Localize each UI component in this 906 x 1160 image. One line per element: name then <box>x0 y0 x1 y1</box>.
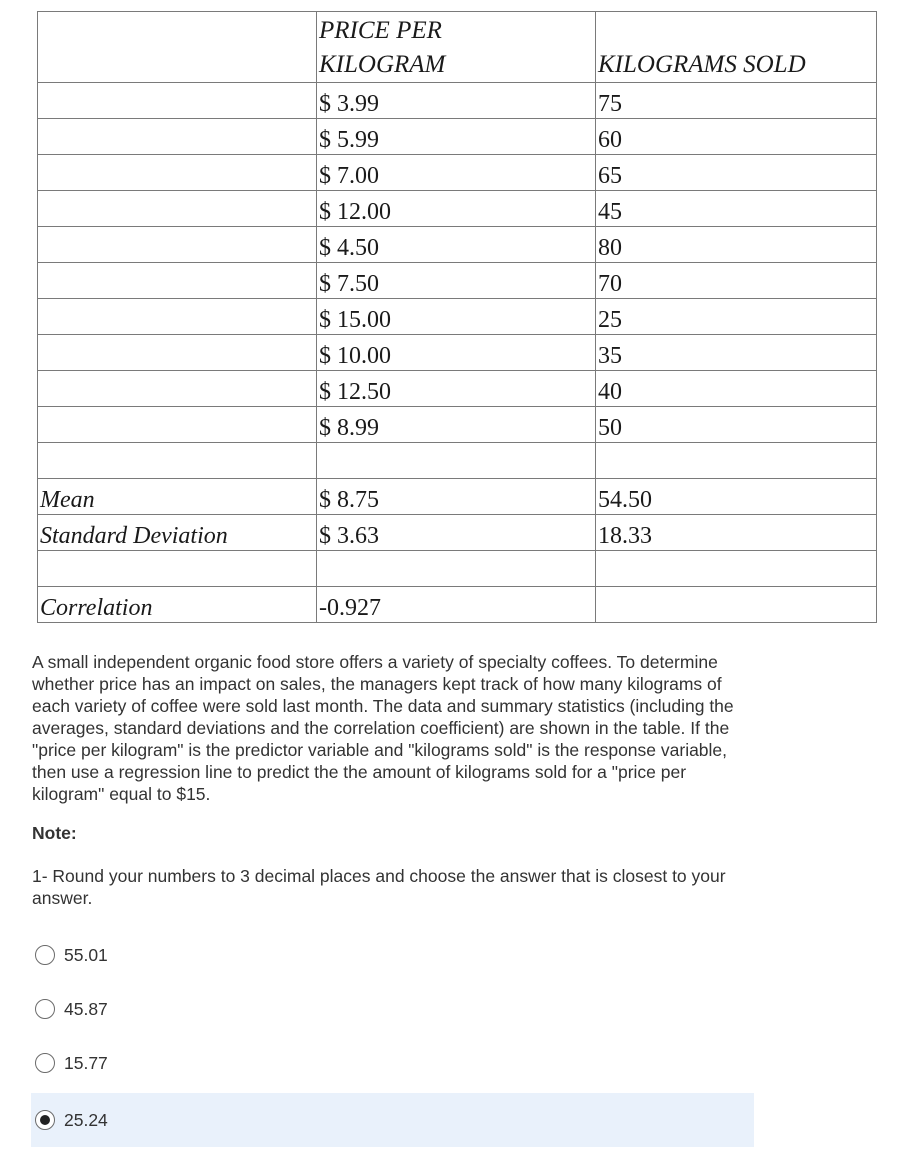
price-cell: $ 4.50 <box>317 227 596 263</box>
table-row <box>38 299 877 335</box>
correlation-label: Correlation <box>38 587 317 623</box>
table-row <box>38 119 877 155</box>
price-cell: $ 15.00 <box>317 299 596 335</box>
answer-option-label: 55.01 <box>64 944 108 965</box>
row-label-cell <box>38 335 317 371</box>
empty-row <box>38 551 877 587</box>
header-price-line1: PRICE PER <box>319 17 442 44</box>
table-row <box>38 335 877 371</box>
row-label-cell <box>38 263 317 299</box>
answer-option-label: 15.77 <box>64 1052 108 1073</box>
mean-kg: 54.50 <box>596 479 877 515</box>
kg-cell: 35 <box>596 335 877 371</box>
empty-row <box>38 443 877 479</box>
row-label-cell <box>38 407 317 443</box>
answer-option-55-01[interactable] <box>31 928 754 982</box>
header-price-per-kilogram <box>317 12 596 83</box>
row-label-cell <box>38 155 317 191</box>
answer-option-label: 45.87 <box>64 998 108 1019</box>
kg-cell: 50 <box>596 407 877 443</box>
answer-option-15-77[interactable] <box>31 1036 754 1090</box>
kg-cell: 75 <box>596 83 877 119</box>
note-label: Note: <box>32 823 77 843</box>
kg-cell: 70 <box>596 263 877 299</box>
price-cell: $ 5.99 <box>317 119 596 155</box>
std-kg: 18.33 <box>596 515 877 551</box>
price-cell: $ 7.50 <box>317 263 596 299</box>
std-row <box>38 515 877 551</box>
table-row <box>38 191 877 227</box>
row-label-cell <box>38 83 317 119</box>
radio-button-selected[interactable] <box>35 1110 55 1130</box>
kg-cell: 40 <box>596 371 877 407</box>
correlation-empty <box>596 587 877 623</box>
kg-cell: 80 <box>596 227 877 263</box>
answer-option-45-87[interactable] <box>31 982 754 1036</box>
data-table <box>37 11 877 623</box>
row-label-cell <box>38 371 317 407</box>
note-text: 1- Round your numbers to 3 decimal places and choose the answer that is closest to your answer. <box>32 866 726 908</box>
answer-option-25-24[interactable] <box>31 1093 754 1147</box>
row-label-cell <box>38 227 317 263</box>
table-row <box>38 263 877 299</box>
price-cell: $ 7.00 <box>317 155 596 191</box>
price-cell: $ 10.00 <box>317 335 596 371</box>
mean-price: $ 8.75 <box>317 479 596 515</box>
price-cell: $ 12.00 <box>317 191 596 227</box>
table-header-row <box>38 12 877 83</box>
std-price: $ 3.63 <box>317 515 596 551</box>
kg-cell: 25 <box>596 299 877 335</box>
table-row <box>38 83 877 119</box>
table-row <box>38 371 877 407</box>
question-text: A small independent organic food store offers a variety of specialty coffees. To determine whether price has an impact on sales, the managers kept track of how many kilograms of each variety of coffee were sold last month. The data and summary statistics (including the averages, standard deviations and the correlation coefficient) are shown in the table. If the "price per kilogram" is the predictor variable and "kilograms sold" is the response variable, then use a regression line to predict the the amount of kilograms sold for a "price per kilogram" equal to $15. <box>32 652 734 804</box>
price-cell: $ 12.50 <box>317 371 596 407</box>
radio-button[interactable] <box>35 999 55 1019</box>
row-label-cell <box>38 119 317 155</box>
kg-cell: 60 <box>596 119 877 155</box>
kg-cell: 45 <box>596 191 877 227</box>
header-empty-cell <box>38 12 317 83</box>
row-label-cell <box>38 191 317 227</box>
header-kilograms-sold: KILOGRAMS SOLD <box>596 12 877 83</box>
mean-label: Mean <box>38 479 317 515</box>
correlation-row <box>38 587 877 623</box>
header-price-line2: KILOGRAM <box>319 51 446 78</box>
table-row <box>38 407 877 443</box>
radio-selected-dot <box>40 1115 50 1125</box>
row-label-cell <box>38 299 317 335</box>
radio-button[interactable] <box>35 945 55 965</box>
table-row <box>38 155 877 191</box>
mean-row <box>38 479 877 515</box>
correlation-value: -0.927 <box>317 587 596 623</box>
price-cell: $ 3.99 <box>317 83 596 119</box>
kg-cell: 65 <box>596 155 877 191</box>
price-cell: $ 8.99 <box>317 407 596 443</box>
std-label: Standard Deviation <box>38 515 317 551</box>
radio-button[interactable] <box>35 1053 55 1073</box>
table-row <box>38 227 877 263</box>
answer-option-label: 25.24 <box>64 1109 108 1130</box>
